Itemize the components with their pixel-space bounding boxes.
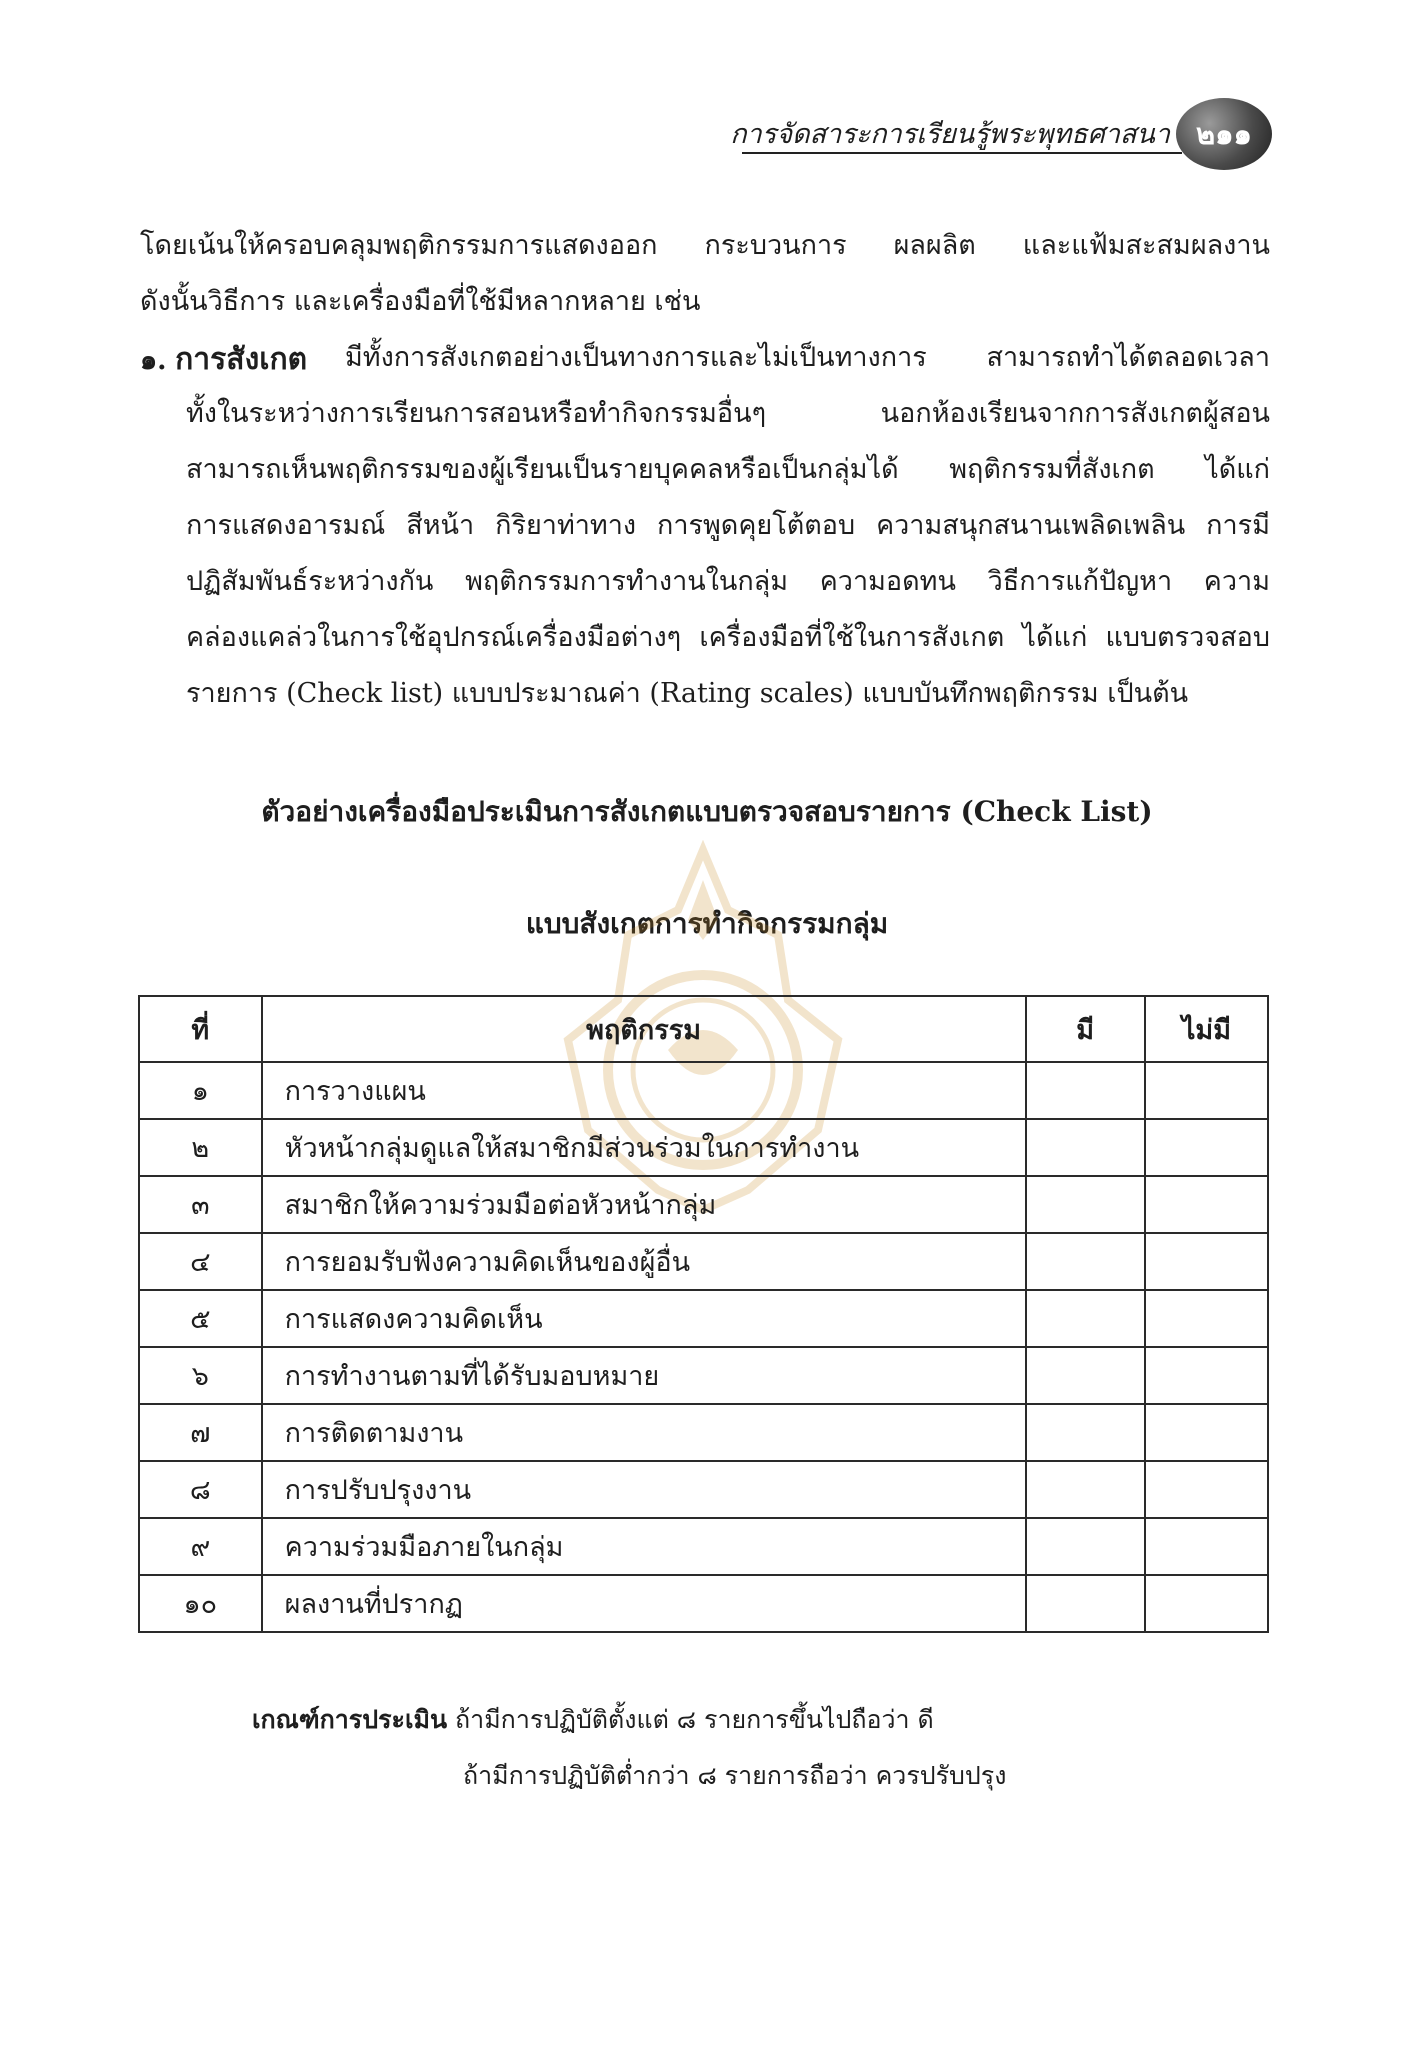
none-checkbox-cell[interactable]	[1145, 1176, 1268, 1233]
table-row	[139, 1233, 1268, 1290]
none-checkbox-cell[interactable]	[1145, 1119, 1268, 1176]
row-number: ๔	[139, 1233, 262, 1290]
have-checkbox-cell[interactable]	[1026, 1575, 1145, 1632]
row-number: ๗	[139, 1404, 262, 1461]
row-number: ๓	[139, 1176, 262, 1233]
row-number: ๒	[139, 1119, 262, 1176]
row-number: ๘	[139, 1461, 262, 1518]
table-row	[139, 1176, 1268, 1233]
row-behavior: การติดตามงาน	[262, 1404, 1026, 1461]
have-checkbox-cell[interactable]	[1026, 1461, 1145, 1518]
item-1-line-4: การแสดงอารมณ์ สีหน้า กิริยาท่าทาง การพูดคุยโต้ตอบ ความสนุกสนานเพลิดเพลิน การมี	[186, 510, 1270, 541]
none-checkbox-cell[interactable]	[1145, 1233, 1268, 1290]
none-checkbox-cell[interactable]	[1145, 1404, 1268, 1461]
none-checkbox-cell[interactable]	[1145, 1461, 1268, 1518]
item-1-line-7: รายการ (Check list) แบบประมาณค่า (Rating scales) แบบบันทึกพฤติกรรม เป็นต้น	[186, 678, 1189, 709]
item-1-heading-line	[140, 342, 307, 378]
item-1-line-6: คล่องแคล่วในการใช้อุปกรณ์เครื่องมือต่างๆ เครื่องมือที่ใช้ในการสังเกต ได้แก่ แบบตรวจสอบ	[186, 622, 1270, 653]
table-row	[139, 1347, 1268, 1404]
have-checkbox-cell[interactable]	[1026, 1347, 1145, 1404]
table-row	[139, 1461, 1268, 1518]
header-none: ไม่มี	[1145, 996, 1268, 1062]
have-checkbox-cell[interactable]	[1026, 1119, 1145, 1176]
item-1-line-1: มีทั้งการสังเกตอย่างเป็นทางการและไม่เป็นทางการ สามารถทำได้ตลอดเวลา	[345, 342, 1270, 373]
example-title: ตัวอย่างเครื่องมือประเมินการสังเกตแบบตรวจสอบรายการ (Check List)	[261, 795, 1153, 828]
table-row	[139, 1062, 1268, 1119]
criteria-line-2: ถ้ามีการปฏิบัติต่ำกว่า ๘ รายการถือว่า ควรปรับปรุง	[463, 1761, 1007, 1790]
checklist-table	[138, 995, 1269, 1633]
header-behavior: พฤติกรรม	[262, 996, 1026, 1062]
table-row	[139, 1290, 1268, 1347]
item-1-line-2: ทั้งในระหว่างการเรียนการสอนหรือทำกิจกรรมอื่นๆ นอกห้องเรียนจากการสังเกตผู้สอน	[186, 398, 1270, 429]
table-row	[139, 1575, 1268, 1632]
row-behavior: การวางแผน	[262, 1062, 1026, 1119]
row-number: ๑๐	[139, 1575, 262, 1632]
row-behavior: สมาชิกให้ความร่วมมือต่อหัวหน้ากลุ่ม	[262, 1176, 1026, 1233]
have-checkbox-cell[interactable]	[1026, 1404, 1145, 1461]
have-checkbox-cell[interactable]	[1026, 1290, 1145, 1347]
row-behavior: หัวหน้ากลุ่มดูแลให้สมาชิกมีส่วนร่วมในการทำงาน	[262, 1119, 1026, 1176]
none-checkbox-cell[interactable]	[1145, 1347, 1268, 1404]
row-behavior: การยอมรับฟังความคิดเห็นของผู้อื่น	[262, 1233, 1026, 1290]
row-number: ๖	[139, 1347, 262, 1404]
have-checkbox-cell[interactable]	[1026, 1176, 1145, 1233]
none-checkbox-cell[interactable]	[1145, 1575, 1268, 1632]
have-checkbox-cell[interactable]	[1026, 1518, 1145, 1575]
criteria-label: เกณฑ์การประเมิน	[252, 1705, 448, 1734]
item-1-line-3: สามารถเห็นพฤติกรรมของผู้เรียนเป็นรายบุคคลหรือเป็นกลุ่มได้ พฤติกรรมที่สังเกต ได้แก่	[186, 454, 1270, 485]
row-number: ๙	[139, 1518, 262, 1575]
page-number-badge: ๒๑๑	[1176, 98, 1272, 170]
table-row	[139, 1518, 1268, 1575]
intro-line-2: ดังนั้นวิธีการ และเครื่องมือที่ใช้มีหลากหลาย เช่น	[140, 286, 701, 317]
row-behavior: การทำงานตามที่ได้รับมอบหมาย	[262, 1347, 1026, 1404]
item-1-line-5: ปฏิสัมพันธ์ระหว่างกัน พฤติกรรมการทำงานในกลุ่ม ความอดทน วิธีการแก้ปัญหา ความ	[186, 566, 1270, 597]
row-behavior: การปรับปรุงงาน	[262, 1461, 1026, 1518]
table-header-row	[139, 996, 1268, 1062]
row-number: ๕	[139, 1290, 262, 1347]
row-behavior: การแสดงความคิดเห็น	[262, 1290, 1026, 1347]
running-header-title: การจัดสาระการเรียนรู้พระพุทธศาสนา	[730, 119, 1170, 150]
none-checkbox-cell[interactable]	[1145, 1062, 1268, 1119]
criteria-line-1	[252, 1700, 934, 1740]
table-row	[139, 1119, 1268, 1176]
have-checkbox-cell[interactable]	[1026, 1062, 1145, 1119]
none-checkbox-cell[interactable]	[1145, 1290, 1268, 1347]
intro-line-1: โดยเน้นให้ครอบคลุมพฤติกรรมการแสดงออก กระบวนการ ผลผลิต และแฟ้มสะสมผลงาน	[140, 230, 1270, 261]
form-title: แบบสังเกตการทำกิจกรรมกลุ่ม	[525, 907, 889, 940]
criteria-good: ถ้ามีการปฏิบัติตั้งแต่ ๘ รายการขึ้นไปถือว่า ดี	[455, 1705, 934, 1734]
none-checkbox-cell[interactable]	[1145, 1518, 1268, 1575]
header-underline	[742, 152, 1182, 154]
item-1-number: ๑.	[140, 345, 167, 376]
row-behavior: ผลงานที่ปรากฏ	[262, 1575, 1026, 1632]
header-no: ที่	[139, 996, 262, 1062]
have-checkbox-cell[interactable]	[1026, 1233, 1145, 1290]
table-row	[139, 1404, 1268, 1461]
row-behavior: ความร่วมมือภายในกลุ่ม	[262, 1518, 1026, 1575]
row-number: ๑	[139, 1062, 262, 1119]
item-1-heading: การสังเกต	[175, 342, 308, 377]
header-have: มี	[1026, 996, 1145, 1062]
